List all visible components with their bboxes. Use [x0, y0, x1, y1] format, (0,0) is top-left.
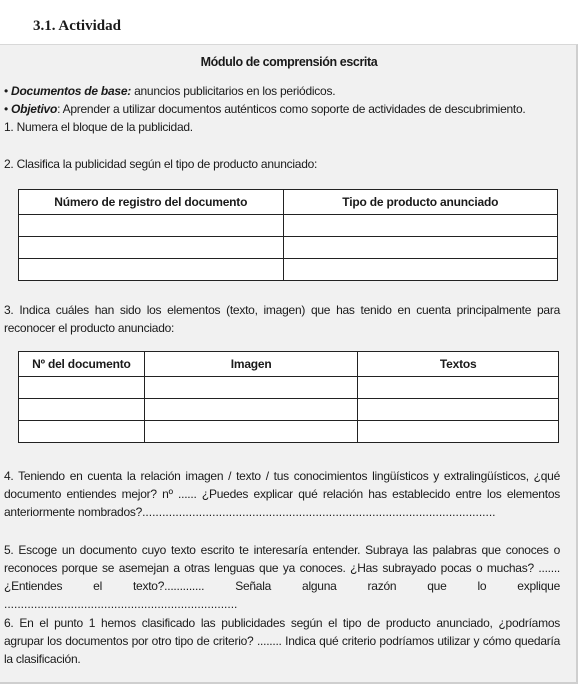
table-cell[interactable] — [19, 215, 284, 237]
question-5 — [4, 541, 560, 613]
bullet-text: anuncios publicitarios en los periódicos. — [131, 84, 336, 98]
question-5-text: 5. Escoge un documento cuyo texto escrito te interesaría entender. Subraya las palabras que conoces o reconoces porque se asemejan a otras lenguas que ya conoces. ¿Has subrayado pocas o muchas? ....... ¿Entiendes el texto?............. Señala alguna razón que lo explique — [4, 543, 560, 593]
module-title: Módulo de comprensión escrita — [200, 55, 378, 69]
question-4-text: 4. Teniendo en cuenta la relación imagen / texto / tus conocimientos lingüísticos y extralingüísticos, ¿qué documento entiendes mejor? nº ...... ¿Puedes explicar qué relación has establecido entre los elementos anteriormente nombrados? — [4, 469, 560, 519]
table-header-textos: Textos — [358, 352, 559, 377]
table-row — [19, 399, 559, 421]
bullet-label: Objetivo — [11, 102, 58, 116]
bullet-objetivo — [4, 100, 574, 118]
table-cell[interactable] — [19, 399, 145, 421]
table-cell[interactable] — [358, 377, 559, 399]
table-cell[interactable] — [283, 259, 557, 281]
table-cell[interactable] — [358, 421, 559, 443]
table-cell[interactable] — [19, 377, 145, 399]
table-row — [19, 237, 558, 259]
table-cell[interactable] — [144, 377, 358, 399]
table-cell[interactable] — [283, 215, 557, 237]
bullet-dot: • — [4, 102, 12, 116]
table-cell[interactable] — [144, 399, 358, 421]
table-cell[interactable] — [358, 399, 559, 421]
table-cell[interactable] — [283, 237, 557, 259]
answer-dots: ...................................................................... — [4, 597, 238, 611]
table-cell[interactable] — [144, 421, 358, 443]
bullet-text: : Aprender a utilizar documentos auténticos como soporte de actividades de descubrimiento. — [57, 102, 526, 116]
bullet-label: Documentos de base: — [11, 84, 131, 98]
table-cell[interactable] — [19, 237, 284, 259]
table-cell[interactable] — [19, 259, 284, 281]
section-title: 3.1. Actividad — [33, 18, 121, 34]
table-header-documento: Nº del documento — [19, 352, 145, 377]
question-6: 6. En el punto 1 hemos clasificado las publicidades según el tipo de producto anunciado, ¿podríamos agrupar los documentos por otro tipo de criterio? ........ Indica qué criterio podríamos utilizar y cómo quedaría la clasificación. — [4, 616, 560, 666]
question-4 — [4, 467, 560, 521]
table-header-registro: Número de registro del documento — [19, 190, 284, 215]
table-header-imagen: Imagen — [144, 352, 358, 377]
table-row — [19, 377, 559, 399]
question-3: 3. Indica cuáles han sido los elementos (texto, imagen) que has tenido en cuenta principalmente para reconocer el producto anunciado: — [4, 303, 560, 335]
question-2: 2. Clasifica la publicidad según el tipo de producto anunciado: — [4, 157, 318, 171]
table-row — [19, 215, 558, 237]
bullet-documentos — [4, 82, 574, 100]
table-header-tipo: Tipo de producto anunciado — [283, 190, 557, 215]
classification-table — [18, 189, 558, 281]
table-row — [19, 259, 558, 281]
question-1: 1. Numera el bloque de la publicidad. — [4, 120, 193, 134]
answer-dots: .......................................................................................................... — [142, 505, 496, 519]
elements-table — [18, 351, 559, 443]
table-row — [19, 421, 559, 443]
bullet-dot: • — [4, 84, 12, 98]
table-cell[interactable] — [19, 421, 145, 443]
